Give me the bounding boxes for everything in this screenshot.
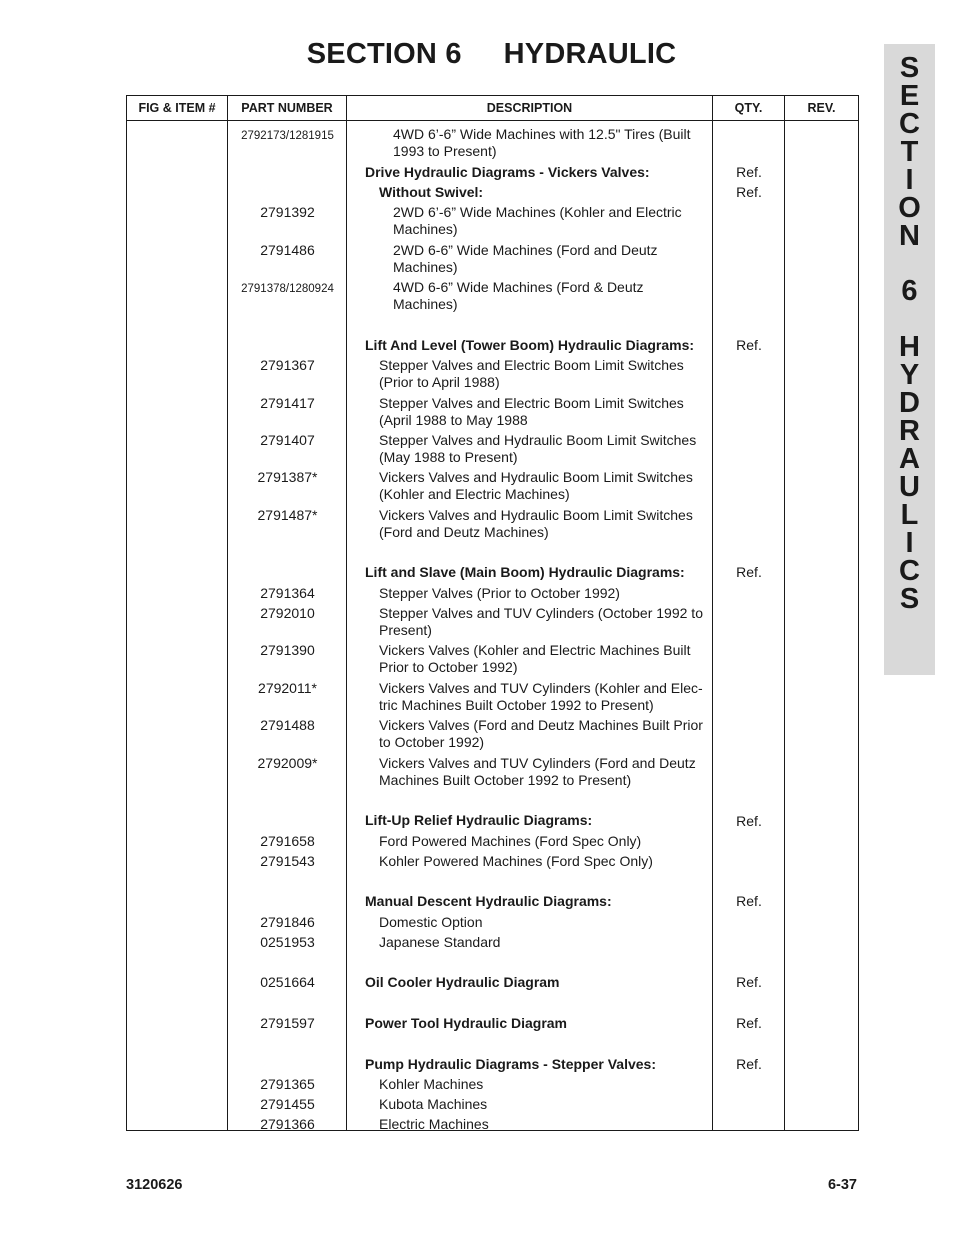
description-text: 2WD 6-6” Wide Machines (Ford and Deutz [393,242,658,258]
description-text: 2WD 6’-6” Wide Machines (Kohler and Electric [393,204,682,220]
description-text: to October 1992) [379,734,485,750]
description-text: Stepper Valves and Electric Boom Limit Switches [379,357,684,373]
side-tab-letter: N [899,220,920,252]
description-heading: Power Tool Hydraulic Diagram [365,1015,568,1031]
side-tab-letter: I [905,527,914,559]
description-text: Stepper Valves and TUV Cylinders (October 1992 to [379,605,703,621]
document-number: 3120626 [126,1177,183,1193]
description-heading: Without Swivel: [379,184,484,200]
qty-value: Ref. [736,813,762,829]
part-number: 2791364 [260,585,315,601]
description-text: Electric Machines [379,1116,489,1132]
section-title: HYDRAULIC [503,38,677,70]
rev-column [785,121,859,1131]
description-text: Vickers Valves (Ford and Deutz Machines Built Prior [379,717,703,733]
section-label: SECTION 6 [306,38,462,70]
part-number: 2791392 [260,204,315,220]
side-tab-letter: O [898,192,921,224]
part-number: 2791846 [260,914,315,930]
description-text: Stepper Valves and Hydraulic Boom Limit Switches [379,432,697,448]
qty-value: Ref. [736,164,762,180]
part-number: 2791407 [260,432,315,448]
description-heading: Lift-Up Relief Hydraulic Diagrams: [365,812,593,828]
description-heading: Pump Hydraulic Diagrams - Stepper Valves: [365,1056,656,1072]
part-number: 2791488 [260,717,315,733]
description-text: Machines Built October 1992 to Present) [379,772,632,788]
qty-value: Ref. [736,1056,762,1072]
side-tab-letter: U [899,471,920,503]
side-tab-letter: S [899,52,920,84]
description-text: Present) [379,622,432,638]
description-text: Vickers Valves and Hydraulic Boom Limit Switches [379,507,693,523]
description-heading: Manual Descent Hydraulic Diagrams: [365,893,612,909]
description-text: Vickers Valves (Kohler and Electric Machines Built [379,642,691,658]
side-tab-letter: D [899,387,920,419]
part-number: 2791417 [260,395,315,411]
part-number: 2791367 [260,357,315,373]
qty-value: Ref. [736,337,762,353]
part-number: 2792009* [257,755,318,771]
part-number: 2791486 [260,242,315,258]
part-number: 0251953 [260,934,315,950]
description-text: Machines) [393,296,458,312]
qty-value: Ref. [736,564,762,580]
description-text: 1993 to Present) [393,143,497,159]
description-text: (April 1988 to May 1988 [379,412,528,428]
column-header-rev: REV. [785,96,859,121]
description-text: Stepper Valves (Prior to October 1992) [379,585,620,601]
description-heading: Drive Hydraulic Diagrams - Vickers Valves: [365,164,650,180]
qty-value: Ref. [736,184,762,200]
qty-value: Ref. [736,893,762,909]
description-text: Vickers Valves and Hydraulic Boom Limit Switches [379,469,693,485]
column-header-description: DESCRIPTION [347,96,713,121]
part-number: 2792010 [260,605,315,621]
description-text: 4WD 6-6” Wide Machines (Ford & Deutz [393,279,644,295]
description-text: (Kohler and Electric Machines) [379,486,570,502]
description-text: Kohler Machines [379,1076,484,1092]
part-number: 2791387* [257,469,318,485]
description-text: (Prior to April 1988) [379,374,500,390]
side-tab-letter: T [900,136,919,168]
side-tab-letter: C [899,108,920,140]
part-number: 2791487* [257,507,318,523]
side-tab-letter: E [899,80,920,112]
part-number: 2792173/1281915 [241,130,334,142]
side-tab-letter: I [905,164,914,196]
description-text: Machines) [393,221,458,237]
description-text: Japanese Standard [379,934,501,950]
description-column [347,121,713,1131]
section-side-tab [884,44,935,675]
part-number: 2791378/1280924 [241,283,334,295]
qty-value: Ref. [736,974,762,990]
description-text: Ford Powered Machines (Ford Spec Only) [379,833,642,849]
side-tab-letter: L [900,499,919,531]
description-heading: Oil Cooler Hydraulic Diagram [365,974,560,990]
part-number: 2791365 [260,1076,315,1092]
column-header-part-number: PART NUMBER [228,96,347,121]
description-text: Stepper Valves and Electric Boom Limit Switches [379,395,684,411]
page-title [126,38,857,71]
table-header-row [127,96,859,121]
description-text: Kubota Machines [379,1096,488,1112]
description-text: 4WD 6’-6” Wide Machines with 12.5" Tires (Built [393,126,691,142]
description-heading: Lift And Level (Tower Boom) Hydraulic Diagrams: [365,337,695,353]
side-tab-letter: R [899,415,920,447]
qty-value: Ref. [736,1015,762,1031]
part-number: 2791658 [260,833,315,849]
description-text: Prior to October 1992) [379,659,518,675]
description-text: Vickers Valves and TUV Cylinders (Kohler and Elec- [379,680,703,696]
description-heading: Lift and Slave (Main Boom) Hydraulic Diagrams: [365,564,685,580]
page-number: 6-37 [827,1177,857,1193]
description-text: Vickers Valves and TUV Cylinders (Ford and Deutz [379,755,696,771]
side-tab-letter: S [899,583,920,615]
part-number: 2791597 [260,1015,315,1031]
qty-column [713,121,785,1131]
part-number: 2791543 [260,853,315,869]
part-number-column [228,121,347,1131]
part-number: 2791455 [260,1096,315,1112]
description-text: Machines) [393,259,458,275]
column-header-fig-item: FIG & ITEM # [127,96,228,121]
parts-table [126,95,859,1131]
part-number: 2791390 [260,642,315,658]
description-text: (Ford and Deutz Machines) [379,524,549,540]
column-header-qty: QTY. [713,96,785,121]
part-number: 0251664 [260,974,315,990]
side-tab-letter: Y [899,359,920,391]
description-text: tric Machines Built October 1992 to Present) [379,697,654,713]
side-tab-letter: A [899,443,920,475]
description-text: Domestic Option [379,914,483,930]
side-tab-letter: 6 [901,275,918,307]
description-text: Kohler Powered Machines (Ford Spec Only) [379,853,653,869]
part-number: 2791366 [260,1116,315,1132]
description-text: (May 1988 to Present) [379,449,518,465]
side-tab-letter: C [899,555,920,587]
fig-item-column [127,121,228,1131]
side-tab-letter: H [899,331,920,363]
part-number: 2792011* [258,680,317,696]
table-body-row [127,121,859,1131]
